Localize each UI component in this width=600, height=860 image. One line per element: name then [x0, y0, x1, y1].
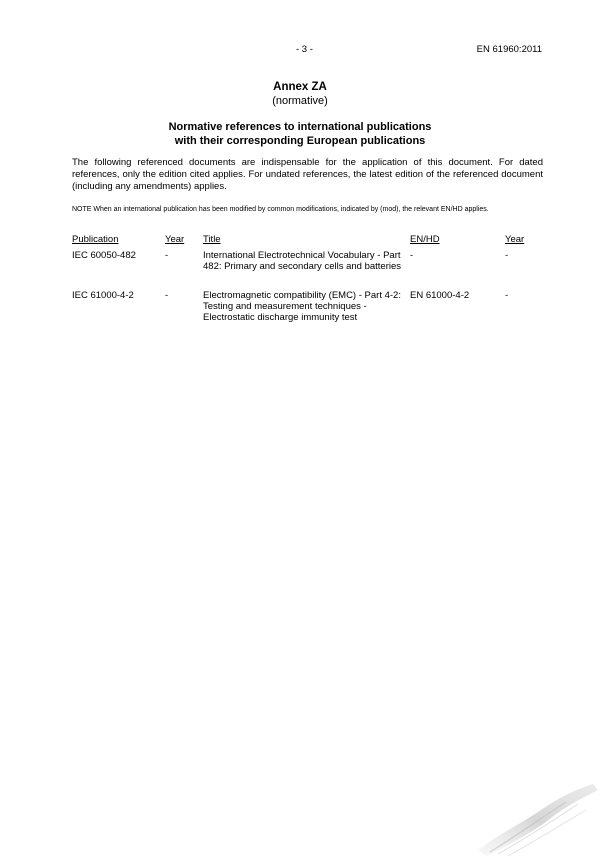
table-row	[72, 290, 543, 336]
note-paragraph: NOTE When an international publication has been modified by common modifications, indicated by (mod), the relevant EN/HD applies.	[72, 206, 489, 213]
annex-title: Annex ZA	[273, 81, 327, 93]
section-heading	[0, 120, 600, 148]
cell-publication: IEC 61000-4-2	[72, 290, 134, 301]
annex-subtitle: (normative)	[272, 95, 328, 107]
table-header-row	[72, 234, 543, 250]
cell-title: Electromagnetic compatibility (EMC) - Part 4-2: Testing and measurement techniques - Electrostatic discharge immunity test	[203, 290, 401, 323]
header-title: Title	[203, 234, 221, 245]
section-heading-line-1: Normative references to international publications	[168, 121, 432, 133]
cell-en-hd: EN 61000-4-2	[410, 290, 470, 301]
cell-year: -	[165, 250, 169, 261]
page-number: - 3 -	[296, 44, 313, 55]
header-year: Year	[165, 234, 185, 245]
cell-publication: IEC 60050-482	[72, 250, 136, 261]
section-heading-line-2: with their corresponding European publications	[174, 135, 426, 147]
cell-year: -	[165, 290, 169, 301]
cell-year-en-hd: -	[505, 290, 509, 301]
cell-year-en-hd: -	[505, 250, 509, 261]
scan-smudge-mark	[468, 780, 600, 860]
table-row	[72, 250, 543, 290]
cell-title: International Electrotechnical Vocabulary - Part 482: Primary and secondary cells and batteries	[203, 250, 402, 272]
references-table	[72, 234, 543, 336]
header-publication: Publication	[72, 234, 119, 245]
intro-paragraph: The following referenced documents are indispensable for the application of this document. For dated references, only the edition cited applies. For undated references, the latest edition of the referenced document (including any amendments) applies.	[72, 157, 543, 192]
document-id: EN 61960:2011	[476, 44, 542, 55]
cell-en-hd: -	[410, 250, 414, 261]
header-en-hd: EN/HD	[410, 234, 440, 245]
header-year-en-hd: Year	[505, 234, 525, 245]
